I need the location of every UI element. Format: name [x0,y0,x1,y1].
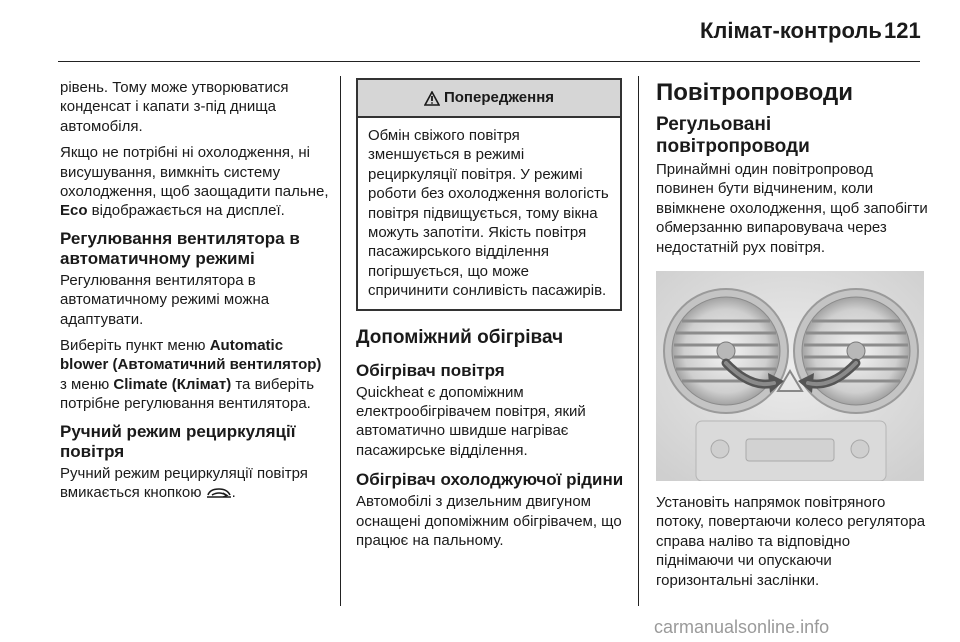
text: та виберіть потрібне регулювання вентилятора. [60,375,315,413]
text: відображається на дисплеї. [87,202,285,220]
column-2 [356,78,626,558]
column-divider-2 [638,76,639,606]
paragraph-condensate: рівень. Тому може утворюватися конденсат і капати з-під днища автомобіля. [60,79,289,135]
header-rule [58,61,920,62]
warning-header [358,80,620,118]
warning-title: Попередження [443,89,555,107]
page-number: 121 [884,18,921,43]
paragraph-coolant-heater: Автомобілі з дизельним двигуном оснащені допоміжним обігрівачем, що працює на пальному. [356,493,622,550]
text: з меню [60,375,114,393]
menu-automatic-blower: Automatic blower (Автоматичний вентилятор) [60,337,322,374]
column-1 [60,78,330,510]
heading-recirculation: Ручний режим рециркуляції повітря [60,421,296,461]
heading-air-heater: Обігрівач повітря [356,360,505,380]
text: Виберіть пункт меню [60,337,210,355]
left-vent [664,289,788,413]
column-3 [656,78,928,597]
heading-coolant-heater: Обігрівач охолоджуючої рідини [356,470,624,490]
paragraph-eco [60,143,330,221]
header-title: Клімат-контроль [700,18,882,43]
text: . [231,484,236,502]
warning-box [356,78,622,311]
paragraph-direction: Установіть напрямок повітряного потоку, повертаючи колесо регулятора справа наліво та відповідно піднімаючи чи опускаючи горизонтальні заслінки. [656,494,926,589]
paragraph-air-heater: Quickheat є допоміжним електрообігрівачем повітря, який автоматично швидше нагріває пасажирське відділення. [356,383,586,459]
paragraph-menu [60,336,330,414]
text: Якщо не потрібні ні охолодження, ні висушування, вимкніть систему охолодження, щоб заощадити пальне, [60,144,329,201]
air-vents-drawing [656,271,924,481]
eco-label: Eco [60,202,88,220]
menu-climate: Climate (Клімат) [113,375,232,393]
heading-vents: Повітропроводи [656,79,853,106]
air-vents-illustration [656,271,924,481]
warning-text: Обмін свіжого повітря зменшується в режимі рециркуляції повітря. У режимі роботи без охолодження вологість повітря підвищується, тому вікна можуть запотіти. Якість повітря пасажирського відділення погіршується, що може спричинити сонливість пасажирів. [368,127,609,300]
warning-triangle-icon [424,91,440,106]
column-divider-1 [340,76,341,606]
heading-auto-blower: Регулювання вентилятора в автоматичному режимі [60,228,300,268]
paragraph-adjustable-vents: Принаймні один повітропровод повинен бути відчиненим, коли ввімкнене охолодження, щоб запобігти обмерзанню випаровувача через недостатній рух повітря. [656,161,928,256]
watermark[interactable]: carmanualsonline.info [654,617,830,637]
heading-aux-heater: Допоміжний обігрівач [356,326,564,348]
heading-adjustable-vents: Регульовані повітропроводи [656,114,810,157]
text: Ручний режим рециркуляції повітря вмикається кнопкою [60,464,308,502]
paragraph-auto-blower: Регулювання вентилятора в автоматичному режимі можна адаптувати. [60,271,270,328]
recirculation-icon [206,486,232,498]
paragraph-recirculation [60,464,330,503]
right-vent [794,289,918,413]
